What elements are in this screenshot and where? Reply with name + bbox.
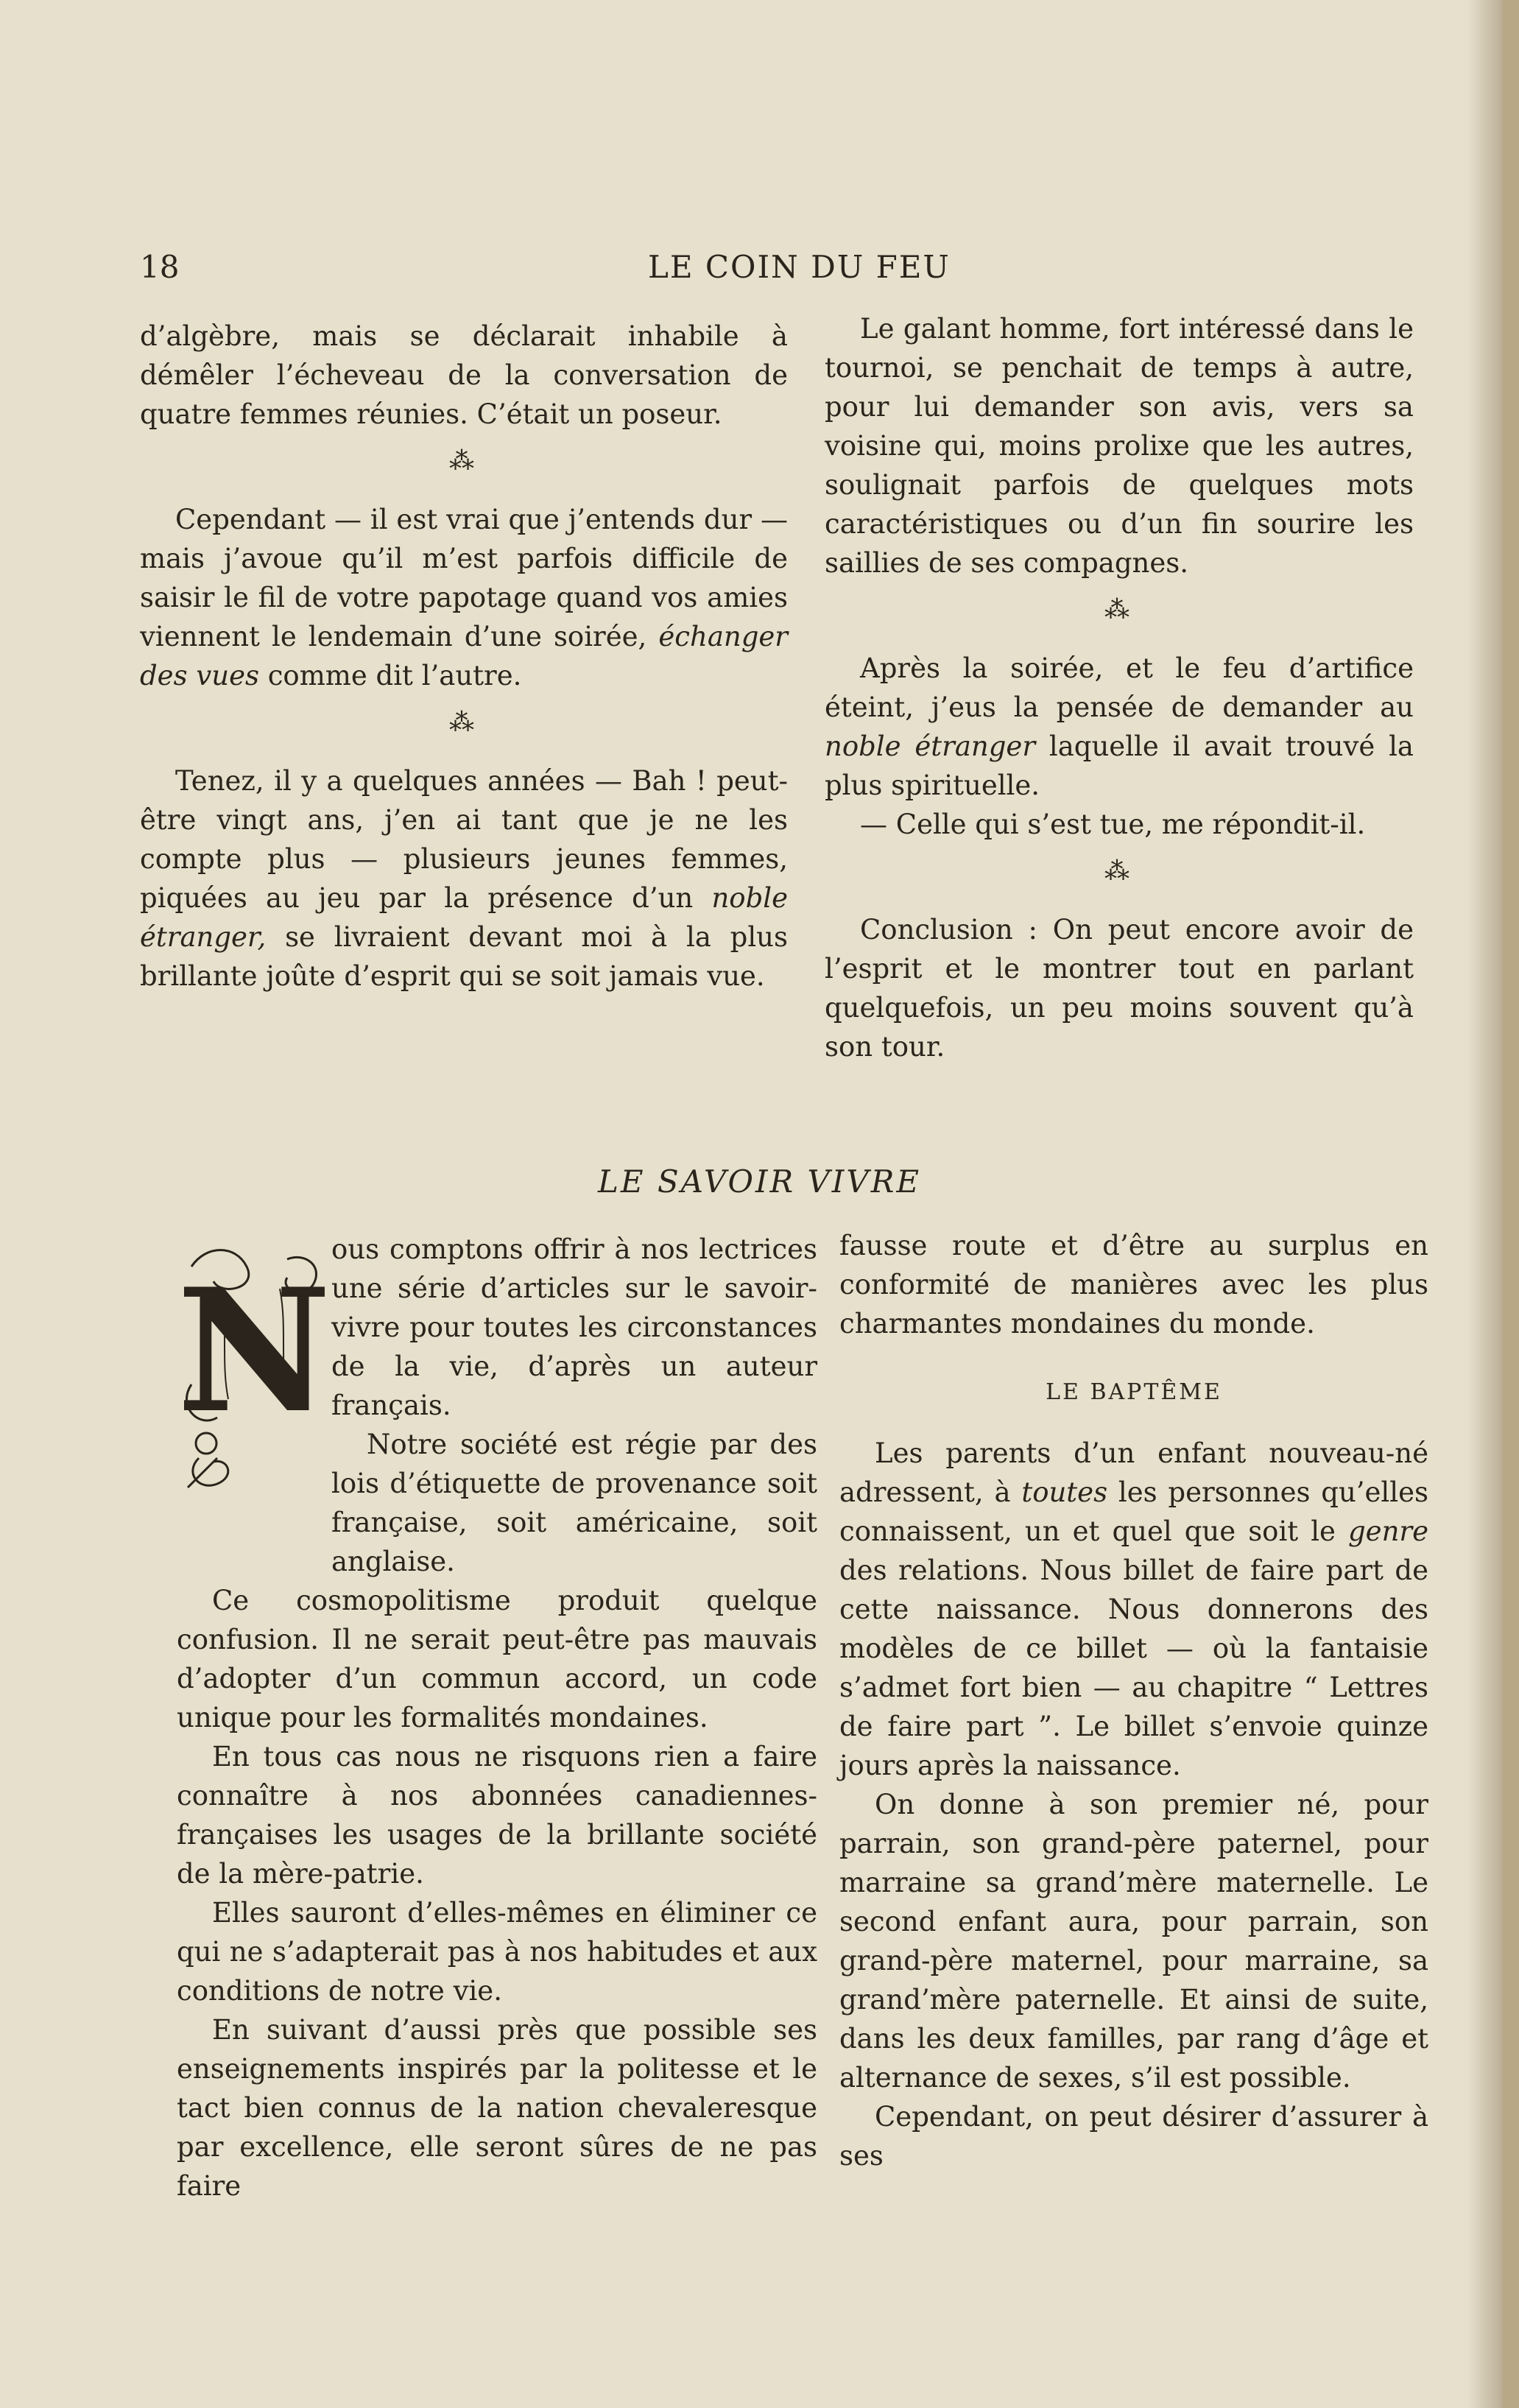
paragraph: — Celle qui s’est tue, me répondit-il.: [860, 809, 1366, 840]
text: les personnes qu’elles connaissent, un et quel que soit le: [839, 1476, 1428, 1547]
text: Après la soirée, et le feu d’artifice éteint, j’eus la pensée de demander au: [825, 652, 1414, 723]
paragraph: Cependant, on peut désirer d’assurer à ses: [839, 2101, 1428, 2172]
running-title: LE COIN DU FEU: [648, 249, 951, 285]
page-number: 18: [140, 249, 180, 285]
paragraph: En tous cas nous ne risquons rien a faire connaître à nos abonnées canadiennes-françaises les usages de la brillante société de la mère-patrie.: [177, 1741, 817, 1890]
italic-text: échanger des vues: [140, 621, 788, 691]
top-right-column: [825, 309, 1414, 1066]
paragraph: Elles sauront d’elles-mêmes en éliminer ce qui ne s’adapterait pas à nos habitudes et aux conditions de notre vie.: [177, 1897, 817, 2007]
page-header: [0, 249, 1519, 293]
paragraph: [825, 649, 1414, 805]
asterism: ⁂: [449, 708, 479, 737]
paragraph: Ce cosmopolitisme produit quelque confusion. Il ne serait peut-être pas mauvais d’adopter d’un commun accord, un code unique pour les formalités mondaines.: [177, 1585, 817, 1733]
italic-text: genre: [1348, 1515, 1428, 1547]
dropcap-letter: N: [177, 1252, 331, 1451]
subsection-title: LE BAPTÊME: [1046, 1379, 1222, 1405]
text: se livraient devant moi à la plus brillante joûte d’esprit qui se soit jamais vue.: [140, 921, 788, 992]
text: Les parents d’un enfant nouveau-né adressent, à: [839, 1437, 1428, 1508]
paragraph: fausse route et d’être au surplus en conformité de manières avec les plus charmantes mondaines du monde.: [839, 1230, 1428, 1339]
top-left-column: [140, 317, 788, 996]
section-title: LE SAVOIR VIVRE: [597, 1163, 922, 1200]
paragraph: [839, 1434, 1428, 1785]
paragraph: [140, 500, 788, 695]
asterism: ⁂: [1104, 595, 1134, 624]
paragraph: En suivant d’aussi près que possible ses enseignements inspirés par la politesse et le tact bien connus de la nation chevaleresque par excellence, elle seront sûres de ne pas faire: [177, 2014, 817, 2202]
paragraph: [140, 761, 788, 996]
italic-text: noble étranger: [825, 731, 1036, 762]
asterism: ⁂: [449, 446, 479, 476]
bottom-right-column: [839, 1226, 1428, 2175]
text: Tenez, il y a quelques années — Bah ! peut-être vingt ans, j’en ai tant que je ne les compte plus — plusieurs jeunes femmes, piquées au jeu par la présence d’un: [140, 765, 788, 914]
paragraph: Notre société est régie par des lois d’étiquette de provenance soit française, soit américaine, soit anglaise.: [331, 1429, 817, 1577]
paragraph: Le galant homme, fort intéressé dans le tournoi, se penchait de temps à autre, pour lui demander son avis, vers sa voisine qui, moins prolixe que les autres, soulignait parfois de quelques mots caractéristiques ou d’un fin sourire les saillies de ses compagnes.: [825, 313, 1414, 579]
text: Cependant — il est vrai que j’entends dur — mais j’avoue qu’il m’est parfois difficile de saisir le fil de votre papotage quand vos amies viennent le lendemain d’une soirée,: [140, 504, 788, 652]
bottom-left-column: [177, 1230, 817, 2205]
paragraph: Conclusion : On peut encore avoir de l’esprit et le montrer tout en parlant quelquefois, un peu moins souvent qu’à son tour.: [825, 914, 1414, 1063]
italic-text: noble étranger,: [140, 882, 788, 953]
text: laquelle il avait trouvé la plus spirituelle.: [825, 731, 1414, 801]
paragraph: ous comptons offrir à nos lectrices une série d’articles sur le savoir-vivre pour toutes les circonstances de la vie, d’après un auteur français.: [331, 1233, 817, 1421]
paragraph: d’algèbre, mais se déclarait inhabile à démêler l’écheveau de la conversation de quatre femmes réunies. C’était un poseur.: [140, 320, 788, 430]
text: des relations. Nous billet de faire part de cette naissance. Nous donnerons des modèles de ce billet — où la fantaisie s’admet fort bien — au chapitre “ Lettres de faire part ”. Le billet s’envoie quinze jours après la naissance.: [839, 1555, 1428, 1781]
italic-text: toutes: [1021, 1476, 1108, 1508]
asterism: ⁂: [1104, 856, 1134, 886]
page-edge: [1503, 0, 1519, 2408]
text: comme dit l’autre.: [258, 660, 522, 691]
paragraph: On donne à son premier né, pour parrain, son grand-père paternel, pour marraine sa grand’mère maternelle. Le second enfant aura, pour parrain, son grand-père maternel, pour marraine, sa grand’mère paternelle. Et ainsi de suite, dans les deux familles, par rang d’âge et alternance de sexes, s’il est possible.: [839, 1789, 1428, 2094]
